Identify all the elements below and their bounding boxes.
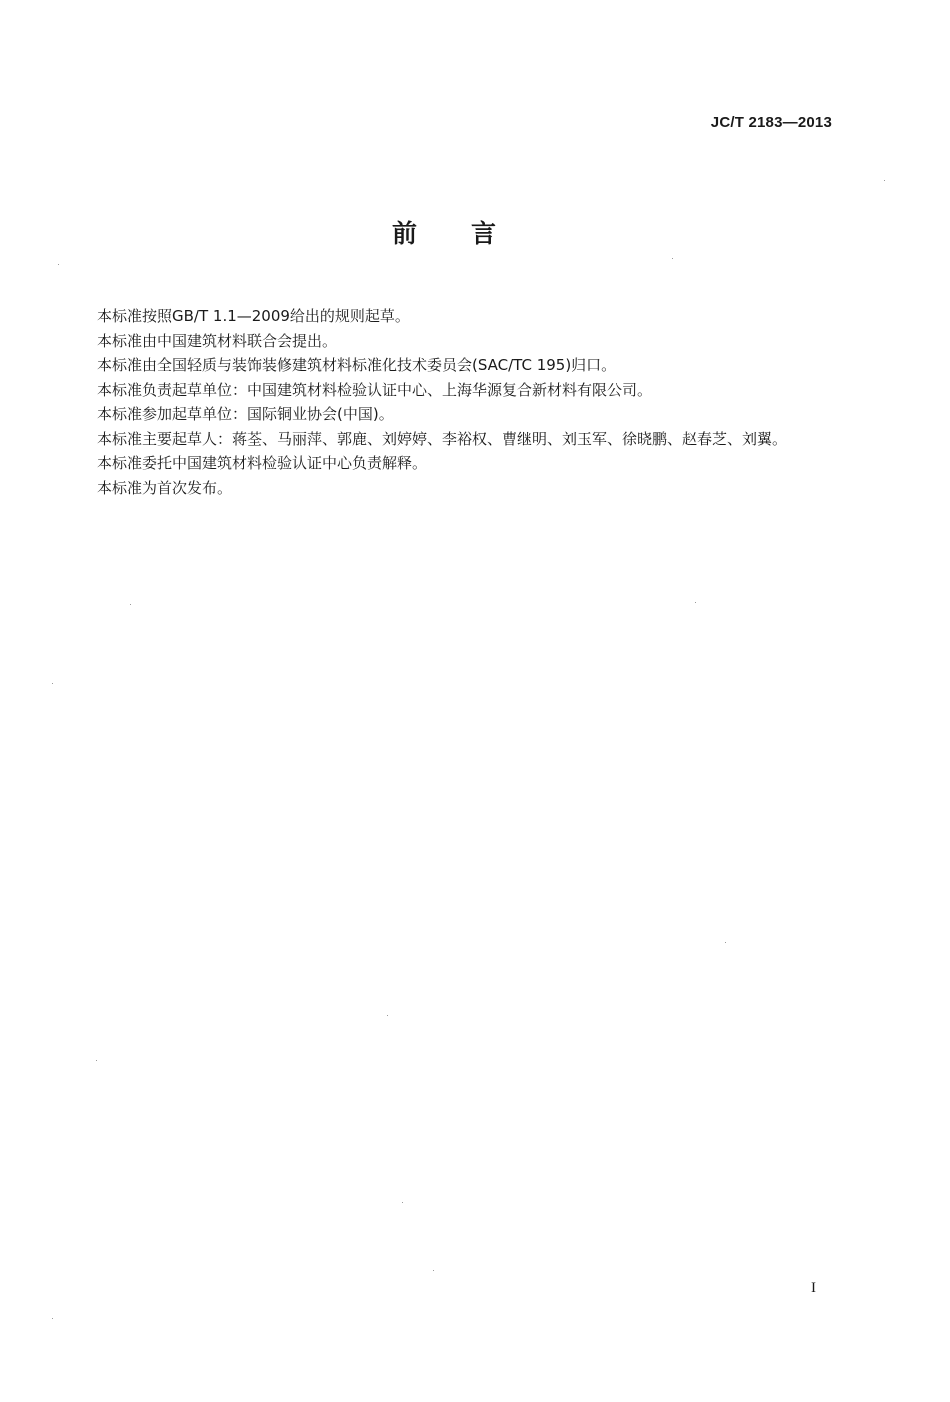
scan-speck xyxy=(58,264,59,265)
scan-speck xyxy=(884,180,885,181)
scan-speck xyxy=(52,683,53,684)
paragraph-first-release: 本标准为首次发布。 xyxy=(97,478,233,497)
scan-speck xyxy=(96,1060,97,1061)
paragraph-drafters: 本标准主要起草人：蒋荃、马丽萍、郭鹿、刘婷婷、李裕权、曹继明、刘玉军、徐晓鹏、赵春芝、刘翼。 xyxy=(97,429,788,448)
page-title xyxy=(0,214,890,250)
paragraph-interpretation: 本标准委托中国建筑材料检验认证中心负责解释。 xyxy=(97,454,428,472)
standard-number: JC/T 2183—2013 xyxy=(710,114,832,131)
title-char-1: 前 xyxy=(391,219,419,248)
scan-speck xyxy=(52,1318,53,1319)
paragraph-proposer: 本标准由中国建筑材料联合会提出。 xyxy=(97,331,338,350)
paragraph-responsible-units: 本标准负责起草单位：中国建筑材料检验认证中心、上海华源复合新材料有限公司。 xyxy=(97,380,653,399)
scan-speck xyxy=(387,1015,388,1016)
foreword-body xyxy=(63,304,838,500)
scan-speck xyxy=(130,604,131,605)
scan-speck xyxy=(695,602,696,603)
title-char-2: 言 xyxy=(471,219,499,248)
paragraph-participating-units: 本标准参加起草单位：国际铜业协会(中国)。 xyxy=(97,405,394,423)
paragraph-drafting-rules: 本标准按照GB/T 1.1—2009给出的规则起草。 xyxy=(97,307,410,325)
scan-speck xyxy=(433,1270,434,1271)
scan-speck xyxy=(402,1202,403,1203)
scan-speck xyxy=(672,258,673,259)
page-number: I xyxy=(811,1280,816,1296)
paragraph-committee: 本标准由全国轻质与装饰装修建筑材料标准化技术委员会(SAC/TC 195)归口。 xyxy=(97,356,617,374)
scan-speck xyxy=(725,942,726,943)
